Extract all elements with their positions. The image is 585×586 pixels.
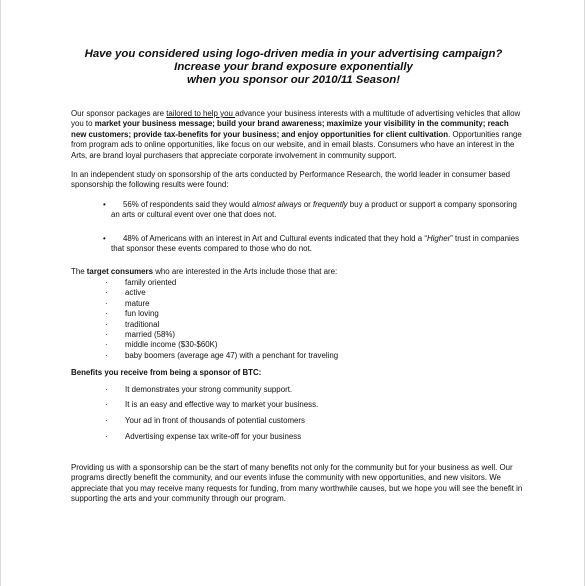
intro-text-1: Our sponsor packages are [71,109,167,118]
bullet-icon: · [105,340,108,350]
benefits-list [71,385,523,443]
bullet-icon: · [105,298,108,308]
list-item [71,400,523,410]
target-bold: target consumers [86,267,154,277]
list-item-text: mature [125,298,150,308]
heading-line-3: when you sponsor our 2010/11 Season! [186,74,401,86]
document-body [71,109,523,505]
bullet-icon: · [105,431,108,441]
intro-paragraph [71,109,523,161]
list-item [71,278,523,288]
stat-item [71,200,523,221]
list-item [71,340,523,350]
list-item [71,432,523,442]
stat-text [111,234,523,255]
list-item-text: It is an easy and effective way to market your business. [125,400,319,410]
bullet-icon: · [105,350,108,360]
bullet-icon: · [105,415,108,425]
stat-text-part: 48% of Americans with an interest in Art and Cultural events indicated that they hold a “ [123,233,427,243]
stat-text-part: ” trust in companies that sponsor these events compared to those who do not. [111,233,520,254]
stat-text-part: 56% of respondents said they would [123,199,252,209]
list-item [71,416,523,426]
page-heading [1,48,585,87]
intro-text-2: advance your business interests with a multitude of advertising vehicles that allow you to [71,109,521,129]
list-item-text: fun loving [125,309,159,319]
stat-item [71,234,523,255]
bullet-icon: · [105,400,108,410]
bullet-icon: • [103,199,106,209]
list-item-text: Your ad in front of thousands of potential customers [125,415,305,425]
list-item [71,288,523,298]
target-consumers-intro [71,267,523,277]
bullet-icon: · [105,329,108,339]
target-text-2: who are interested in the Arts include those that are: [153,267,338,277]
list-item-text: active [125,288,146,298]
stat-text-part: or [301,199,313,209]
study-intro-paragraph: In an independent study on sponsorship of the arts conducted by Performance Research, the world leader in consumer based sponsorship the following results were found: [71,170,511,190]
list-item-text: middle income ($30-$60K) [125,340,218,350]
heading-line-2: Increase your brand exposure exponentially [174,61,413,73]
bullet-icon: • [103,233,106,243]
closing-paragraph: Providing us with a sponsorship can be the start of many benefits not only for the community but for your business as well. Our programs directly benefit the community, and our events infuse the community with new opportunities, and new visitors. We appreciate that you may receive many requests for funding, from many worthwhile causes, but we hope you will see the benefit in supporting the arts and your community through our program. [71,463,523,504]
heading-line-1: Have you considered using logo-driven media in your advertising campaign? [84,48,503,60]
stat-italic: frequently [312,199,348,209]
list-item [71,385,523,395]
list-item [71,320,523,330]
bullet-icon: · [105,309,108,319]
list-item [71,351,523,361]
intro-text-3: . Opportunities range from program ads to online opportunities, like focus on our website, and in email blasts. Consumers who have an interest in the Arts, are brand loyal purchasers that appreciate corporate involvement in community support. [71,129,522,160]
stat-italic: Higher [426,233,451,243]
target-consumers-list [71,278,523,361]
bullet-icon: · [105,277,108,287]
list-item [71,299,523,309]
target-text-1: The [71,267,87,277]
list-item [71,330,523,340]
stat-text [111,200,523,221]
bullet-icon: · [105,384,108,394]
intro-underlined-text: tailored to help you [166,109,236,118]
list-item-text: baby boomers (average age 47) with a penchant for traveling [125,350,339,360]
list-item-text: family oriented [125,277,177,287]
list-item-text: married (58%) [125,329,175,339]
list-item [71,309,523,319]
bullet-icon: · [105,288,108,298]
bullet-icon: · [105,319,108,329]
list-item-text: traditional [125,319,160,329]
benefits-title: Benefits you receive from being a sponsor of BTC: [71,368,262,378]
list-item-text: Advertising expense tax write-off for your business [125,431,302,441]
intro-bold-text: market your business message; build your brand awareness; maximize your visibility in the community; reach new customers; provide tax-benefits for your business; and enjoy opportunities for client cultivation [71,119,509,139]
list-item-text: It demonstrates your strong community support. [125,384,293,394]
stat-text-part: buy a product or support a company sponsoring an arts or cultural event over one that does not. [111,199,517,220]
stat-italic: almost always [251,199,302,209]
